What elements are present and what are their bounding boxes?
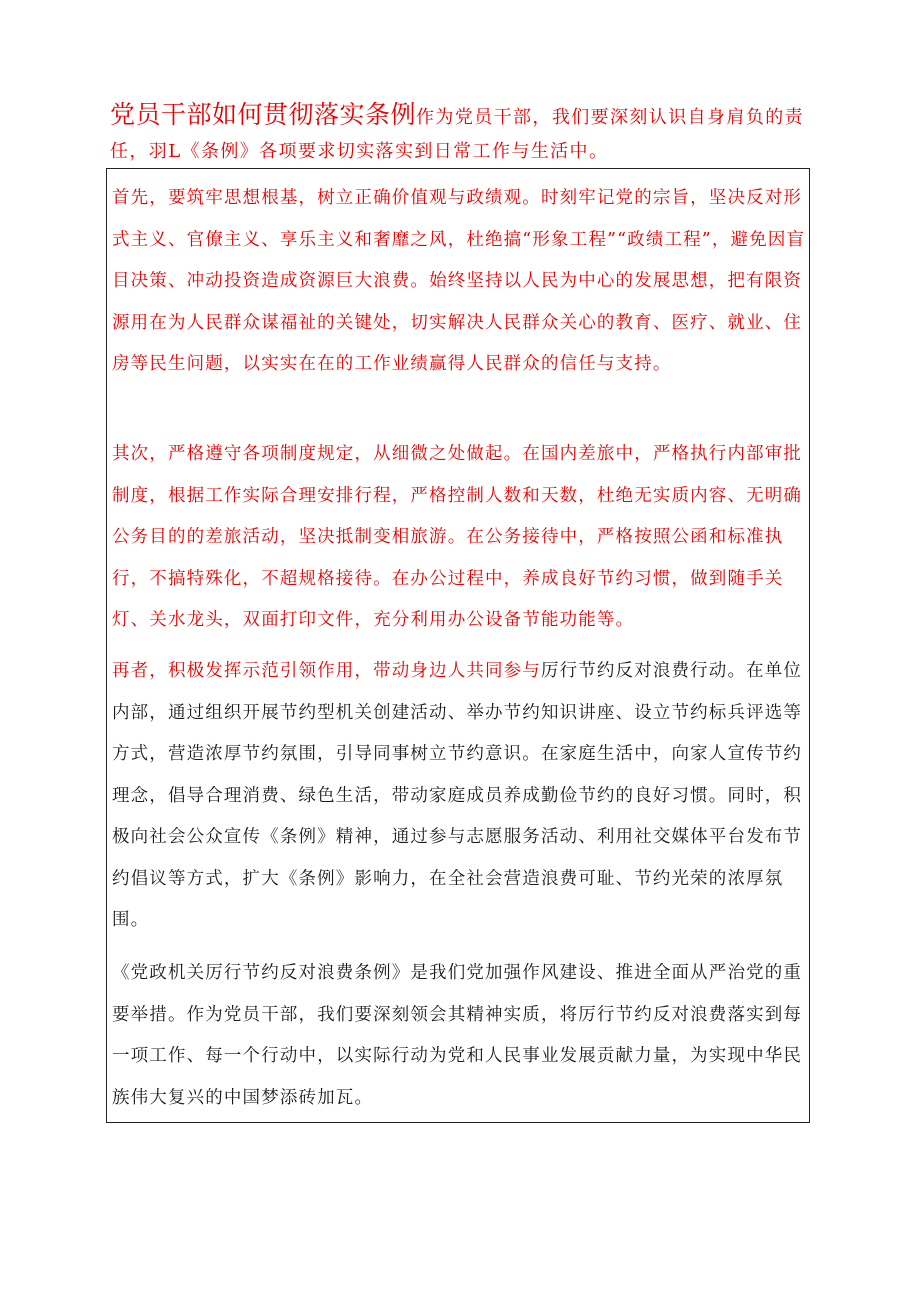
paragraph-2: 其次，严格遵守各项制度规定，从细微之处做起。在国内差旅中，严格执行内部审批制度，根据工作实际合理安排行程，严格控制人数和天数，杜绝无实质内容、无明确公务目的的差旅活动，坚决抵制变相旅游。在公务接待中，严格按照公函和标准执行，不搞特殊化，不超规格接待。在办公过程中，养成良好节约习惯，做到随手关灯、关水龙头，双面打印文件，充分利用办公设备节能功能等。 — [112, 444, 803, 630]
paragraph-3-red-text: 再者，积极发挥示范引领作用，带动身边人共同参与 — [112, 661, 541, 681]
paragraph-3 — [112, 651, 812, 942]
intro-heading — [110, 98, 820, 169]
paragraph-3-black-text: 厉行节约反对浪费行动。在单位内部，通过组织开展节约型机关创建活动、举办节约知识讲座、设立节约标兵评选等方式，营造浓厚节约氛围，引导同事树立节约意识。在家庭生活中，向家人宣传节约理念，倡导合理消费、绿色生活，带动家庭成员养成勤俭节约的良好习惯。同时，积极向社会公众宣传《条例》精神，通过参与志愿服务活动、利用社交媒体平台发布节约倡议等方式，扩大《条例》影响力，在全社会营造浪费可耻、节约光荣的浓厚氛围。 — [112, 661, 803, 930]
document-title: 党员干部如何贯彻落实条例 — [110, 100, 417, 129]
paragraph-4: 《党政机关厉行节约反对浪费条例》是我们党加强作风建设、推进全面从严治党的重要举措。作为党员干部，我们要深刻领会其精神实质，将厉行节约反对浪费落实到每一项工作、每一个行动中，以实际行动为党和人民事业发展贡献力量，为实现中华民族伟大复兴的中国梦添砖加瓦。 — [112, 963, 803, 1108]
intro-text: 作为党员干部，我们要深刻认识自身肩负的责任，羽L《条例》各项要求切实落实到日常工作与生活中。 — [110, 107, 805, 162]
paragraph-1: 首先，要筑牢思想根基，树立正确价值观与政绩观。时刻牢记党的宗旨，坚决反对形式主义、官僚主义、享乐主义和奢靡之风，杜绝搞“形象工程”“政绩工程”，避免因盲目决策、冲动投资造成资源巨大浪费。始终坚持以人民为中心的发展思想，把有限资源用在为人民群众谋福祉的关键处，切实解决人民群众关心的教育、医疗、就业、住房等民生问题，以实实在在的工作业绩赢得人民群众的信任与支持。 — [112, 188, 806, 374]
